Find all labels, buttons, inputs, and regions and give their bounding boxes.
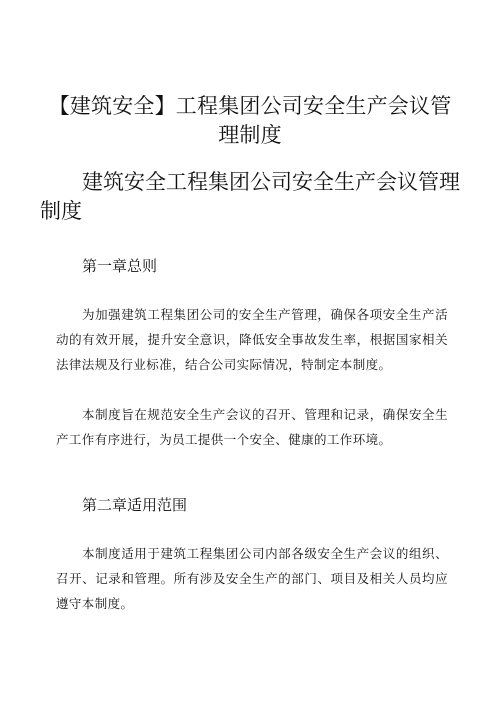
document-title: 【建筑安全】工程集团公司安全生产会议管理制度 (48, 94, 452, 147)
chapter-2-paragraph-1: 本制度适用于建筑工程集团公司内部各级安全生产会议的组织、召开、记录和管理。所有涉及安全生产的部门、项目及相关人员均应遵守本制度。 (56, 546, 448, 611)
chapter-1-heading: 第一章总则 (82, 257, 158, 275)
chapter-1-paragraph-2: 本制度旨在规范安全生产会议的召开、管理和记录，确保安全生产工作有序进行，为员工提供一个安全、健康的工作环境。 (56, 407, 448, 447)
chapter-1-paragraph-1: 为加强建筑工程集团公司的安全生产管理，确保各项安全生产活动的有效开展，提升安全意识，降低安全事故发生率，根据国家相关法律法规及行业标准，结合公司实际情况，特制定本制度。 (56, 307, 448, 372)
document-subtitle: 建筑安全工程集团公司安全生产会议管理制度 (40, 170, 460, 223)
chapter-2-heading: 第二章适用范围 (82, 496, 188, 514)
